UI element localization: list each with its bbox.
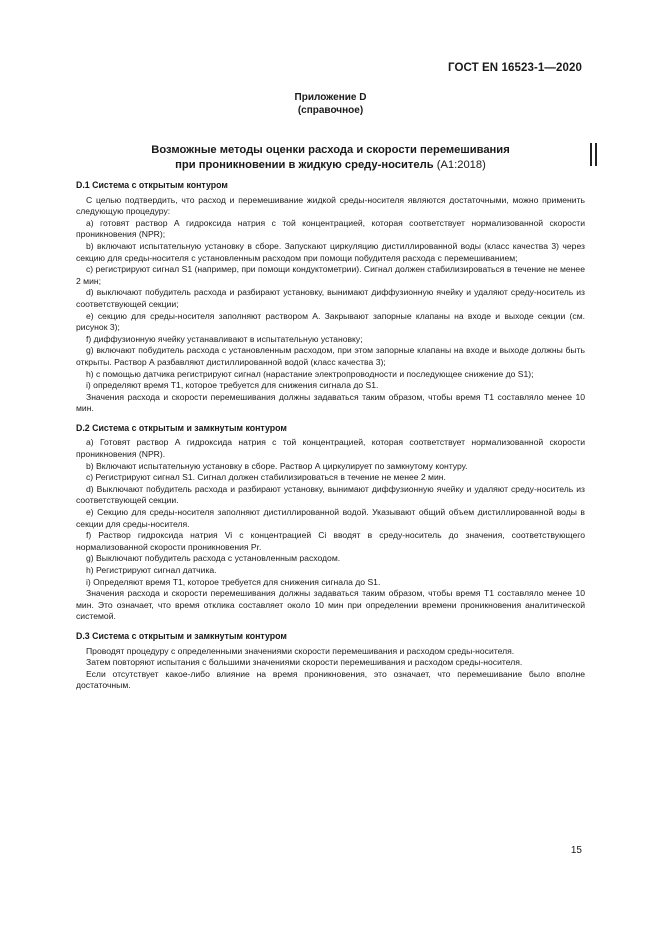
paragraph: Значения расхода и скорости перемешивания должны задаваться таким образом, чтобы время T1 составляло менее 10 мин. bbox=[76, 391, 585, 414]
amendment-mark: (A1:2018) bbox=[433, 159, 486, 171]
section-heading: D.3 Система с открытым и замкнутым контуром bbox=[76, 630, 287, 641]
paragraph: g) включают побудитель расхода с установленным расходом, при этом запорные клапаны на входе и выходе должны быть открыты. Раствор А разбавляют дистиллированной водой (класс качества 3); bbox=[76, 345, 585, 367]
title-line-2-text: при проникновении в жидкую среду-носитель bbox=[175, 159, 434, 171]
paragraph: f) Раствор гидроксида натрия Vi с концентрацией Ci вводят в среду-носитель до значения, соответствующего нормализованной скорости проникновения Pr. bbox=[76, 530, 585, 552]
paragraph: b) включают испытательную установку в сборе. Запускают циркуляцию дистиллированной воды (класс качества 3) через секцию для среды-носителя с установленным расходом при помощи побудителя расхода с перемешиванием; bbox=[76, 240, 585, 263]
paragraph: h) Регистрируют сигнал датчика. bbox=[86, 565, 217, 575]
change-bar-right bbox=[595, 143, 597, 166]
paragraph: Затем повторяют испытания с большими значениями скорости перемешивания и расходом среды-носителя. bbox=[86, 657, 523, 668]
paragraph: d) Выключают побудитель расхода и разбирают установку, вынимают диффузионную ячейку и удаляют среду-носитель из соответствующей секции. bbox=[76, 483, 585, 506]
paragraph: e) Секцию для среды-носителя заполняют дистиллированной водой. Указывают общий объем дистиллированной воды в секции для среды-носителя. bbox=[76, 507, 585, 529]
page-number: 15 bbox=[570, 845, 582, 856]
standard-designation: ГОСТ EN 16523-1—2020 bbox=[447, 62, 582, 74]
annex-body bbox=[76, 180, 585, 700]
paragraph: c) регистрируют сигнал S1 (например, при помощи кондуктометрии). Сигнал должен стабилизироваться в течение не менее 2 мин; bbox=[76, 264, 585, 286]
title-line-1: Возможные методы оценки расхода и скорости перемешивания bbox=[151, 144, 510, 156]
section-heading: D.2 Система с открытым и замкнутым контуром bbox=[76, 422, 287, 433]
section-d1 bbox=[76, 180, 585, 415]
section-d3 bbox=[76, 631, 585, 692]
paragraph: b) Включают испытательную установку в сборе. Раствор А циркулирует по замкнутому контуру. bbox=[86, 460, 468, 471]
paragraph: f) диффузионную ячейку устанавливают в испытательную установку; bbox=[86, 333, 363, 344]
paragraph: i) Определяют время T1, которое требуется для снижения сигнала до S1. bbox=[86, 576, 381, 587]
title-line-2 bbox=[40, 158, 621, 173]
paragraph: Значения расхода и скорости перемешивания должны задаваться таким образом, чтобы время T1 составляло менее 10 мин. Это означает, что время отклика составляет около 10 мин при определении времени проникновения аналитической системой. bbox=[76, 588, 585, 622]
paragraph: g) Выключают побудитель расхода с установленным расходом. bbox=[86, 553, 341, 564]
paragraph: а) готовят раствор А гидроксида натрия с той концентрацией, которая соответствует нормализованной скорости проникновения (NPR); bbox=[76, 217, 585, 240]
paragraph: e) секцию для среды-носителя заполняют раствором А. Закрывают запорные клапаны на входе и выходе секции (см. рисунок 3); bbox=[76, 310, 585, 333]
section-d2 bbox=[76, 423, 585, 623]
paragraph: Если отсутствует какое-либо влияние на время проникновения, это означает, что перемешивание было вполне достаточным. bbox=[76, 668, 585, 691]
annex-type: (справочное) bbox=[297, 105, 364, 116]
paragraph: Проводят процедуру с определенными значениями скорости перемешивания и расходом среды-носителя. bbox=[86, 645, 515, 656]
annex-heading bbox=[0, 91, 661, 117]
annex-title bbox=[40, 143, 621, 173]
paragraph: а) Готовят раствор А гидроксида натрия с той концентрацией, которая соответствует нормализованной скорости проникновения (NPR). bbox=[76, 437, 585, 460]
section-heading: D.1 Система с открытым контуром bbox=[76, 180, 228, 190]
change-bar-left bbox=[590, 143, 592, 166]
annex-label: Приложение D bbox=[294, 92, 367, 103]
paragraph: h) с помощью датчика регистрируют сигнал (нарастание электропроводности и последующее снижение до S1); bbox=[86, 368, 534, 379]
paragraph: i) определяют время T1, которое требуется для снижения сигнала до S1. bbox=[86, 380, 379, 391]
paragraph: С целью подтвердить, что расход и перемешивание жидкой среды-носителя являются достаточными, можно применить следующую процедуру: bbox=[76, 194, 585, 217]
paragraph: c) Регистрируют сигнал S1. Сигнал должен стабилизироваться в течение не менее 2 мин. bbox=[86, 472, 446, 483]
paragraph: d) выключают побудитель расхода и разбирают установку, вынимают диффузионную ячейку и удаляют среду-носитель из соответствующей секции; bbox=[76, 287, 585, 309]
